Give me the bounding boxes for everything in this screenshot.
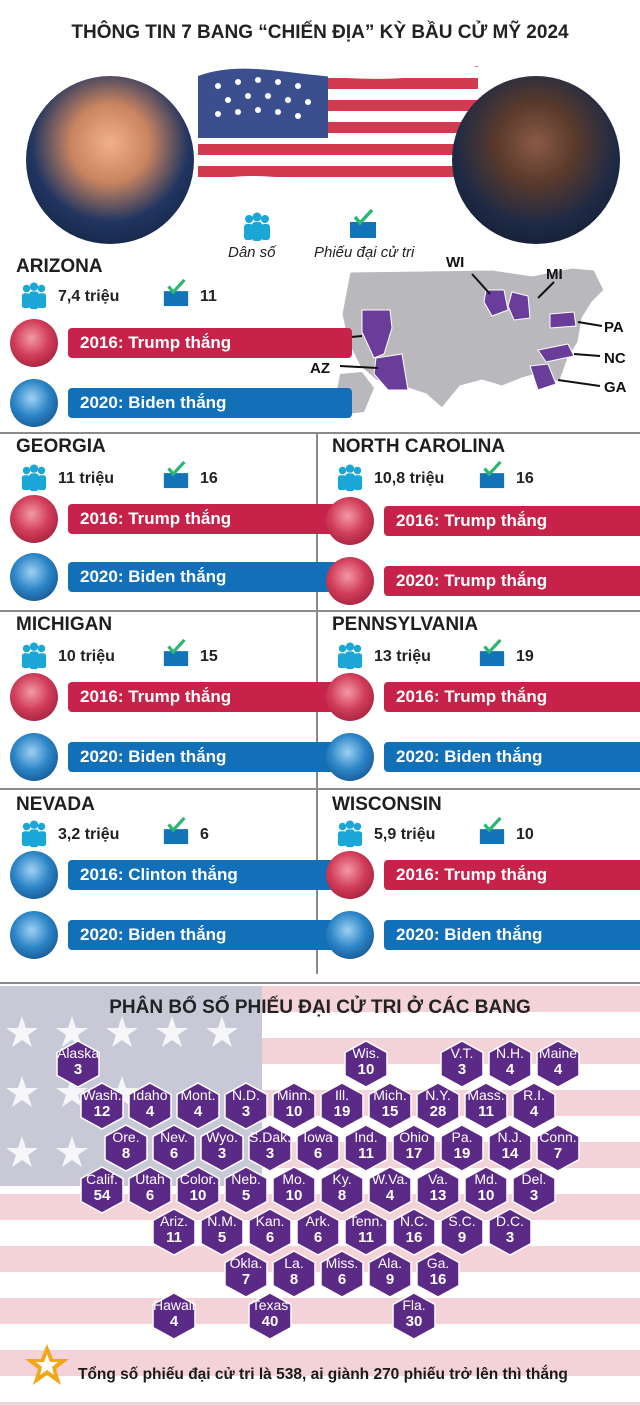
candidate-avatar [10,319,58,367]
people-icon [334,642,366,675]
state-hex [222,1082,270,1130]
state-hex-votes: 19 [453,1145,471,1162]
population-value: 11 triệu [58,470,115,487]
people-icon [18,464,50,497]
state-hex-abbr: Miss. [325,1255,359,1271]
population-label: Dân số [228,244,276,261]
state-hex-abbr: Hawaii [152,1297,195,1313]
state-hex-abbr: Alaska [56,1045,100,1061]
state-hex-abbr: Ga. [426,1255,450,1271]
population-value: 7,4 triệu [58,288,120,305]
result-bar-result-2020: 2020: Biden thắng [68,388,352,418]
state-hex-abbr: Minn. [276,1087,312,1103]
state-hex-abbr: Utah [135,1171,165,1187]
state-hex-abbr: Ill. [335,1087,349,1103]
state-hex [486,1208,534,1256]
state-hex-votes: 4 [505,1061,515,1078]
state-hex-votes: 3 [505,1229,515,1246]
electoral-votes-value: 16 [516,470,534,487]
state-hex [486,1124,534,1172]
state-hex [246,1292,294,1340]
state-hex-abbr: Ohio [399,1129,429,1145]
candidate-avatar [10,851,58,899]
candidate-avatar [10,495,58,543]
state-hex-votes: 15 [381,1103,399,1120]
electoral-votes-value: 16 [200,470,218,487]
candidate-avatar [326,557,374,605]
people-icon [18,820,50,853]
state-hex [270,1166,318,1214]
state-hex-votes: 3 [73,1061,83,1078]
divider [0,788,640,790]
electoral-label: Phiếu đại cử tri [314,244,415,261]
state-hex [342,1040,390,1088]
state-hex-abbr: N.H. [496,1045,524,1061]
state-hex-abbr: S.Dak. [248,1129,291,1145]
ballot-box-icon [162,638,190,673]
state-hex [270,1250,318,1298]
state-hex [462,1082,510,1130]
electoral-votes-value: 6 [200,826,209,843]
state-hex-votes: 3 [241,1103,251,1120]
section-divider [0,982,640,984]
candidate-avatar [326,673,374,721]
state-hex-abbr: Wash. [82,1087,122,1103]
population-value: 5,9 triệu [374,826,436,843]
state-hex-votes: 17 [405,1145,423,1162]
state-hex-votes: 3 [217,1145,227,1162]
state-hex-abbr: Md. [474,1171,498,1187]
result-bar-result-2016: 2016: Trump thắng [384,682,640,712]
state-hex [174,1082,222,1130]
ballot-box-icon [162,278,190,313]
state-hex-votes: 10 [285,1103,303,1120]
state-hex-abbr: Wis. [352,1045,380,1061]
people-icon [334,820,366,853]
state-hex-abbr: V.T. [450,1045,474,1061]
state-hex [222,1250,270,1298]
state-hex-votes: 6 [313,1229,323,1246]
population-value: 10,8 triệu [374,470,445,487]
result-bar-result-2020: 2020: Biden thắng [68,562,352,592]
state-hex [198,1124,246,1172]
result-bar-result-2016: 2016: Trump thắng [68,328,352,358]
ballot-box-icon [478,638,506,673]
state-hex [366,1082,414,1130]
population-value: 10 triệu [58,648,115,665]
result-bar-result-2016: 2016: Trump thắng [384,860,640,890]
state-hex-abbr: R.I. [523,1087,545,1103]
state-hex [54,1040,102,1088]
state-hex-votes: 12 [93,1103,111,1120]
divider [0,432,640,434]
state-hex [438,1124,486,1172]
page-title: THÔNG TIN 7 BANG “CHIẾN ĐỊA” KỲ BẦU CỬ MỸ 2024 [71,22,569,43]
state-hex-votes: 6 [169,1145,179,1162]
ballot-box-icon [162,816,190,851]
state-hex-votes: 8 [337,1187,347,1204]
state-hex-abbr: Mich. [373,1087,407,1103]
state-hex [102,1124,150,1172]
state-hex-votes: 7 [241,1271,251,1288]
state-hex [366,1166,414,1214]
state-hex-abbr: Maine [538,1045,578,1061]
state-hex-abbr: N.C. [400,1213,428,1229]
population-value: 13 triệu [374,648,431,665]
state-hex-votes: 4 [529,1103,539,1120]
state-hex-abbr: Ind. [354,1129,378,1145]
state-hex-votes: 5 [241,1187,251,1204]
ballot-box-icon [162,460,190,495]
state-hex-votes: 14 [501,1145,519,1162]
people-icon [240,212,274,242]
state-hex-votes: 8 [121,1145,131,1162]
state-hex-votes: 28 [429,1103,447,1120]
candidate-avatar [326,733,374,781]
state-hex [150,1124,198,1172]
state-hex [390,1124,438,1172]
state-hex-votes: 19 [333,1103,351,1120]
electoral-votes-value: 11 [200,288,217,305]
state-hex-abbr: Calif. [86,1171,118,1187]
ballot-box-icon [478,816,506,851]
state-hex-votes: 6 [313,1145,323,1162]
state-hex-abbr: N.Y. [425,1087,451,1103]
state-name: MICHIGAN [16,614,113,635]
state-hex-votes: 7 [553,1145,563,1162]
state-hex-votes: 6 [145,1187,155,1204]
people-icon [18,642,50,675]
state-hex [318,1250,366,1298]
footer-note: Tổng số phiếu đại cử tri là 538, ai giành 270 phiếu trở lên thì thắng [78,1366,568,1383]
state-hex [414,1166,462,1214]
map-label-az: AZ [310,360,330,377]
state-hex-abbr: Kan. [255,1213,285,1229]
state-hex-abbr: D.C. [496,1213,524,1229]
state-hex [150,1208,198,1256]
state-hex-votes: 4 [385,1187,395,1204]
state-hex-votes: 10 [357,1061,375,1078]
state-hex-abbr: Del. [521,1171,547,1187]
state-hex-abbr: Neb. [231,1171,261,1187]
electoral-votes-value: 10 [516,826,534,843]
state-hex [246,1124,294,1172]
state-hex-votes: 6 [265,1229,275,1246]
state-hex-votes: 10 [477,1187,495,1204]
state-hex [318,1082,366,1130]
state-hex [486,1040,534,1088]
state-hex-abbr: Color. [179,1171,217,1187]
state-hex [150,1292,198,1340]
star-icon [24,1342,70,1388]
state-hex [294,1208,342,1256]
state-hex-abbr: Fla. [402,1297,426,1313]
state-hex-abbr: N.M. [207,1213,237,1229]
state-hex-abbr: Nev. [160,1129,188,1145]
state-hex [462,1166,510,1214]
population-value: 3,2 triệu [58,826,120,843]
result-bar-result-2016: 2016: Trump thắng [68,682,352,712]
state-hex-votes: 54 [93,1187,111,1204]
state-hex-votes: 30 [405,1313,423,1330]
swing-state-map [332,262,612,422]
result-bar-result-2020: 2020: Biden thắng [384,920,640,950]
state-hex-votes: 10 [189,1187,207,1204]
state-hex-abbr: Mont. [180,1087,216,1103]
state-hex [510,1166,558,1214]
result-bar-result-2020: 2020: Trump thắng [384,566,640,596]
state-hex-votes: 9 [457,1229,467,1246]
state-name: ARIZONA [16,256,103,277]
candidate-avatar [10,911,58,959]
state-hex-votes: 11 [478,1103,494,1120]
state-hex [294,1124,342,1172]
state-hex-votes: 13 [429,1187,447,1204]
state-hex [438,1040,486,1088]
state-name: NORTH CAROLINA [332,436,506,457]
state-hex-votes: 40 [261,1313,279,1330]
state-hex-abbr: Ariz. [160,1213,188,1229]
state-hex-abbr: La. [284,1255,304,1271]
state-hex [534,1124,582,1172]
state-hex-abbr: Ark. [305,1213,331,1229]
result-bar-result-2020: 2020: Biden thắng [384,742,640,772]
state-hex [198,1208,246,1256]
candidate-avatar [326,497,374,545]
state-hex-votes: 16 [429,1271,447,1288]
state-hex [270,1082,318,1130]
map-label-wi: WI [446,254,465,271]
candidate-avatar [326,911,374,959]
state-name: WISCONSIN [332,794,442,815]
state-hex-abbr: N.D. [232,1087,260,1103]
state-hex-votes: 8 [289,1271,299,1288]
state-hex-abbr: W.Va. [371,1171,409,1187]
state-hex-abbr: Pa. [451,1129,473,1145]
state-hex-abbr: Iowa [303,1129,333,1145]
state-hex-votes: 11 [358,1229,374,1246]
map-label-mi: MI [546,266,563,283]
state-hex-abbr: S.C. [448,1213,476,1229]
people-icon [334,464,366,497]
trump-portrait [26,76,194,244]
state-hex-votes: 9 [385,1271,395,1288]
state-hex [414,1082,462,1130]
state-hex [342,1124,390,1172]
map-label-ga: GA [604,379,627,396]
state-hex-abbr: Tenn. [348,1213,384,1229]
state-hex [222,1166,270,1214]
state-hex [78,1166,126,1214]
divider [0,610,640,612]
state-name: GEORGIA [16,436,106,457]
result-bar-result-2020: 2020: Biden thắng [68,920,352,950]
state-hex [126,1082,174,1130]
state-hex-abbr: N.J. [497,1129,523,1145]
result-bar-result-2016: 2016: Trump thắng [68,504,352,534]
state-hex-abbr: Okla. [229,1255,263,1271]
state-name: NEVADA [16,794,95,815]
electoral-map-title: PHÂN BỔ SỐ PHIẾU ĐẠI CỬ TRI Ở CÁC BANG [109,997,531,1018]
state-hex [246,1208,294,1256]
map-label-nc: NC [604,350,626,367]
result-bar-result-2016: 2016: Trump thắng [384,506,640,536]
candidate-avatar [326,851,374,899]
state-hex-votes: 4 [553,1061,563,1078]
result-bar-result-2016: 2016: Clinton thắng [68,860,352,890]
state-hex-abbr: Texas [251,1297,289,1313]
ballot-box-icon [478,460,506,495]
state-hex-abbr: Va. [428,1171,448,1187]
state-hex [414,1250,462,1298]
state-hex-votes: 3 [457,1061,467,1078]
state-hex [390,1208,438,1256]
state-hex [342,1208,390,1256]
state-hex-abbr: Ky. [332,1171,352,1187]
state-name: PENNSYLVANIA [332,614,479,635]
state-hex-votes: 3 [529,1187,539,1204]
state-hex-votes: 5 [217,1229,227,1246]
state-hex-votes: 11 [358,1145,374,1162]
state-hex-abbr: Wyo. [206,1129,238,1145]
state-hex-votes: 11 [166,1229,182,1246]
state-hex-abbr: Ala. [377,1255,403,1271]
state-hex-votes: 6 [337,1271,347,1288]
candidate-avatar [10,733,58,781]
state-hex [510,1082,558,1130]
state-hex [390,1292,438,1340]
people-icon [18,282,50,315]
state-hex [318,1166,366,1214]
electoral-votes-value: 15 [200,648,218,665]
harris-portrait [452,76,620,244]
state-hex [126,1166,174,1214]
state-hex [174,1166,222,1214]
state-hex [366,1250,414,1298]
result-bar-result-2020: 2020: Biden thắng [68,742,352,772]
state-hex-votes: 3 [265,1145,275,1162]
state-hex-abbr: Conn. [539,1129,577,1145]
state-hex-abbr: Idaho [132,1087,168,1103]
electoral-votes-value: 19 [516,648,534,665]
state-hex-abbr: Ore. [112,1129,140,1145]
state-hex-votes: 4 [145,1103,155,1120]
state-hex-abbr: Mass. [467,1087,505,1103]
candidate-avatar [10,553,58,601]
state-hex [534,1040,582,1088]
map-label-pa: PA [604,319,624,336]
state-hex-votes: 4 [193,1103,203,1120]
state-hex [78,1082,126,1130]
candidate-avatar [10,379,58,427]
us-flag-image [188,56,488,206]
state-hex [438,1208,486,1256]
state-hex-abbr: Mo. [282,1171,306,1187]
state-hex-votes: 16 [405,1229,423,1246]
candidate-avatar [10,673,58,721]
ballot-box-icon [348,208,378,240]
state-hex-votes: 10 [285,1187,303,1204]
state-hex-votes: 4 [169,1313,179,1330]
